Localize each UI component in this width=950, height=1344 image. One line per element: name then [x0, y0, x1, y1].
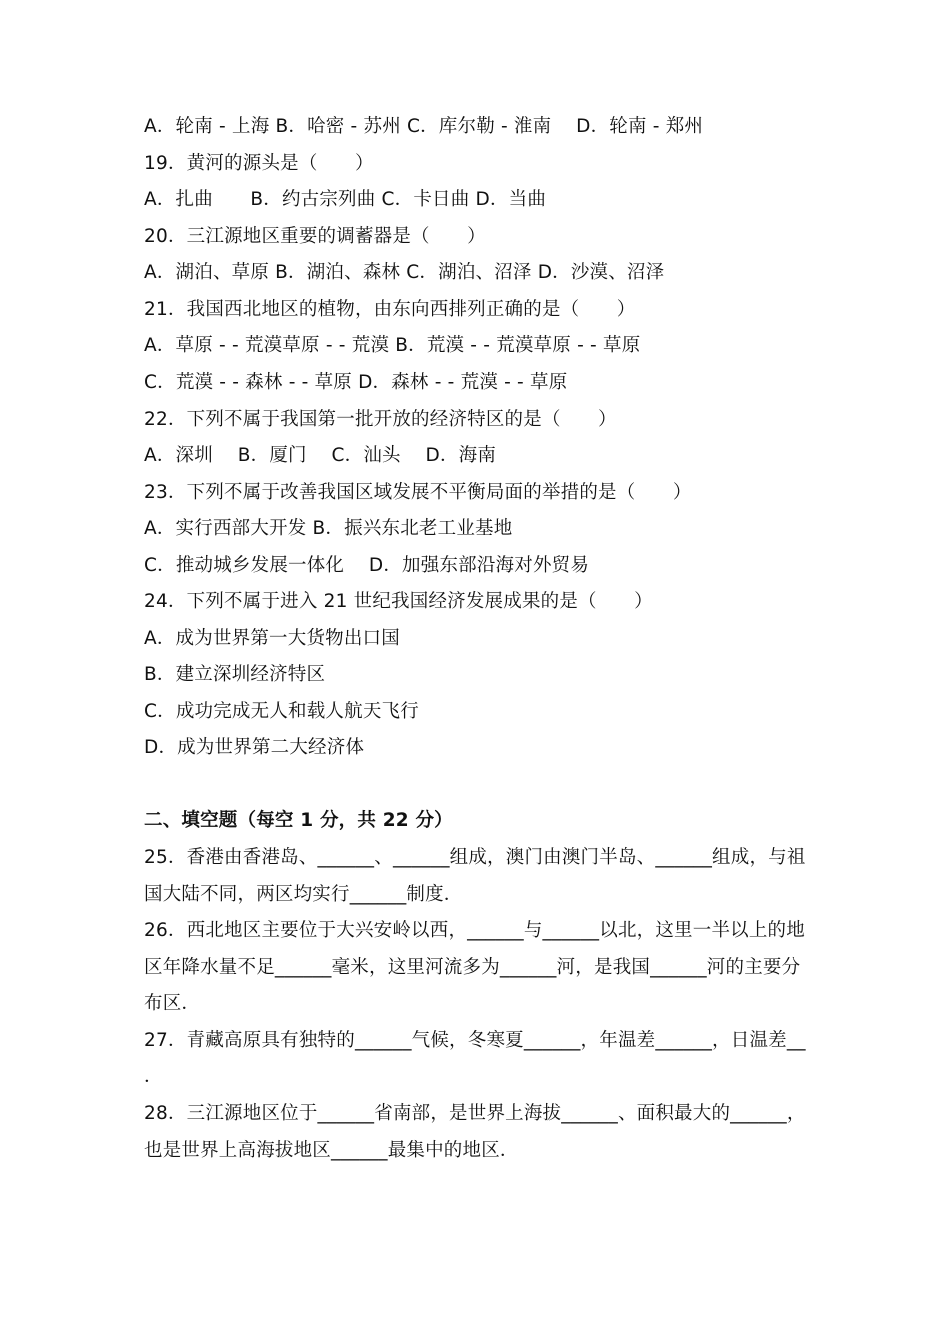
q22-options: A．深圳 B．厦门 C．汕头 D．海南 — [144, 445, 497, 466]
q19-options: A．扎曲 B．约古宗列曲 C．卡日曲 D．当曲 — [144, 189, 547, 210]
q23-options-ab: A．实行西部大开发 B．振兴东北老工业基地 — [144, 518, 513, 539]
q20-options: A．湖泊、草原 B．湖泊、森林 C．湖泊、沼泽 D．沙漠、沼泽 — [144, 262, 665, 283]
q26-line-1: 26．西北地区主要位于大兴安岭以西，______与______以北，这里一半以上的地 — [144, 920, 805, 941]
section-heading-fill-in: 二、填空题（每空 1 分，共 22 分） — [144, 810, 453, 831]
q27-line-1: 27．青藏高原具有独特的______气候，冬寒夏______，年温差______，日温差__ — [144, 1030, 806, 1051]
q24-option-c: C．成功完成无人和载人航天飞行 — [144, 701, 419, 722]
q21-options-cd: C．荒漠 - - 森林 - - 草原 D．森林 - - 荒漠 - - 草原 — [144, 372, 568, 393]
q20-stem: 20．三江源地区重要的调蓄器是（ ） — [144, 226, 486, 247]
q23-stem: 23．下列不属于改善我国区域发展不平衡局面的举措的是（ ） — [144, 482, 692, 503]
q24-option-d: D．成为世界第二大经济体 — [144, 737, 365, 758]
q26-line-2: 区年降水量不足______毫米，这里河流多为______河，是我国______河的主要分 — [144, 957, 801, 978]
q21-stem: 21．我国西北地区的植物，由东向西排列正确的是（ ） — [144, 299, 636, 320]
q25-line-2: 国大陆不同，两区均实行______制度． — [144, 884, 463, 905]
q27-line-2: ． — [144, 1066, 163, 1087]
q22-stem: 22．下列不属于我国第一批开放的经济特区的是（ ） — [144, 409, 617, 430]
q23-options-cd: C．推动城乡发展一体化 D．加强东部沿海对外贸易 — [144, 555, 590, 576]
q19-stem: 19．黄河的源头是（ ） — [144, 153, 374, 174]
q26-line-3: 布区． — [144, 993, 201, 1014]
q18-options: A．轮南 - 上海 B．哈密 - 苏州 C．库尔勒 - 淮南 D．轮南 - 郑州 — [144, 116, 704, 137]
q25-line-1: 25．香港由香港岛、______、______组成，澳门由澳门半岛、______组成，与祖 — [144, 847, 806, 868]
q24-stem: 24．下列不属于进入 21 世纪我国经济发展成果的是（ ） — [144, 591, 653, 612]
q24-option-a: A．成为世界第一大货物出口国 — [144, 628, 400, 649]
q24-option-b: B．建立深圳经济特区 — [144, 664, 326, 685]
q28-line-1: 28．三江源地区位于______省南部，是世界上海拔______、面积最大的______， — [144, 1103, 806, 1124]
q28-line-2: 也是世界上高海拔地区______最集中的地区． — [144, 1140, 519, 1161]
q21-options-ab: A．草原 - - 荒漠草原 - - 荒漠 B．荒漠 - - 荒漠草原 - - 草原 — [144, 335, 641, 356]
